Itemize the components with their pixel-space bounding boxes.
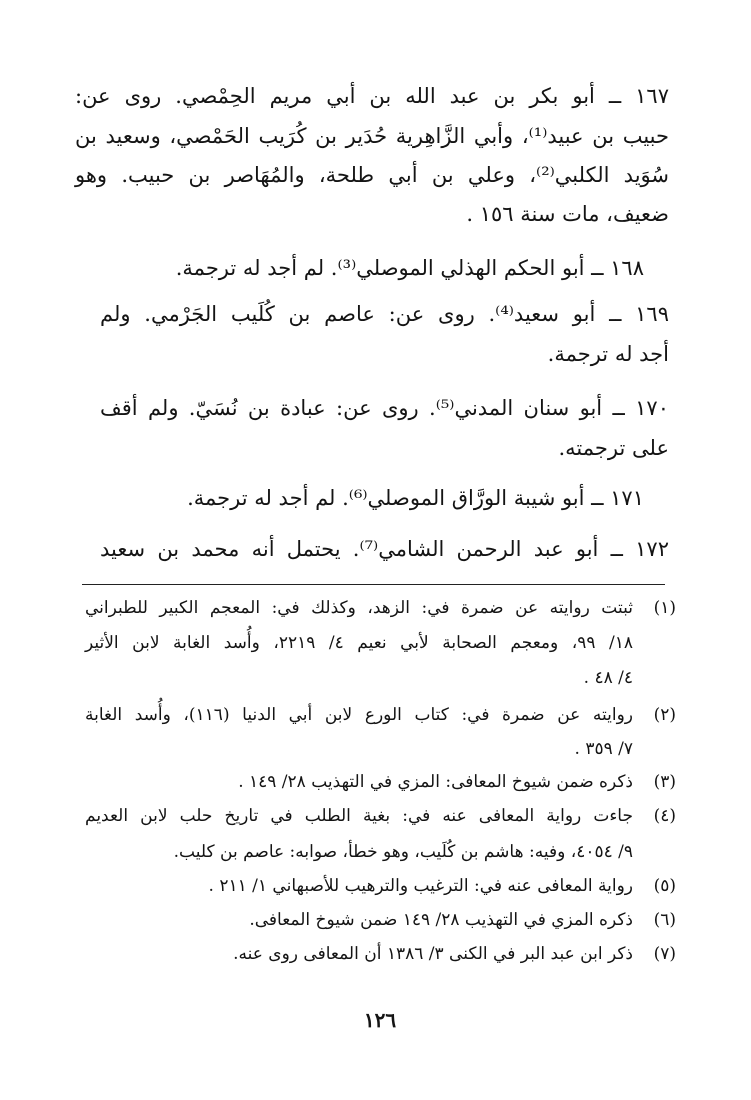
footnote-line: ثبتت روايته عن ضمرة في: الزهد، وكذلك في: المعجم الكبير للطبراني	[85, 598, 633, 618]
entry-line: أجد له ترجمة.	[547, 342, 669, 366]
footnote-line: ذكره ضمن شيوخ المعافى: المزي في التهذيب ٢٨/ ١٤٩ .	[238, 772, 633, 792]
page-number: ١٢٦	[363, 1008, 397, 1032]
entry-line: ضعيف، مات سنة ١٥٦ .	[466, 202, 669, 226]
footnote-line: ذكره المزي في التهذيب ٢٨/ ١٤٩ ضمن شيوخ المعافى.	[249, 910, 633, 930]
footnote-mark: (٧)	[653, 944, 676, 964]
entry-line: على ترجمته.	[558, 436, 669, 460]
footnote-line: ٤/ ٤٨ .	[583, 668, 633, 688]
entry-line: سُوَيد الكلبي⁽²⁾، وعلي بن أبي طلحة، والمُهَاصر بن حبيب. وهو	[75, 163, 669, 187]
footnote-line: روايته عن ضمرة في: كتاب الورع لابن أبي الدنيا (١١٦)، وأُسد الغابة	[85, 705, 633, 725]
entry-line: ١٦٧ ــ أبو بكر بن عبد الله بن أبي مريم الحِمْصي. روى عن:	[75, 84, 669, 108]
footnote-line: رواية المعافى عنه في: الترغيب والترهيب للأصبهاني ١/ ٢١١ .	[208, 876, 633, 896]
entry-line: ١٦٩ ــ أبو سعيد⁽⁴⁾. روى عن: عاصم بن كُلَيب الجَرْمي. ولم	[100, 302, 669, 326]
footnote-mark: (١)	[653, 598, 676, 618]
footnote-line: ١٨/ ٩٩، ومعجم الصحابة لأبي نعيم ٤/ ٢٢١٩، وأُسد الغابة لابن الأثير	[85, 633, 633, 653]
footnote-line: ٧/ ٣٥٩ .	[574, 739, 633, 759]
entry-line: ١٧٠ ــ أبو سنان المدني⁽⁵⁾. روى عن: عبادة بن نُسَيّ. ولم أقف	[100, 396, 669, 420]
entry-line: ١٧٢ ــ أبو عبد الرحمن الشامي⁽⁷⁾. يحتمل أنه محمد بن سعيد	[100, 537, 669, 561]
entry-line: ١٧١ ــ أبو شيبة الورَّاق الموصلي⁽⁶⁾. لم أجد له ترجمة.	[187, 486, 644, 510]
footnote-separator	[82, 584, 665, 585]
entry-line: حبيب بن عبيد⁽¹⁾، وأبي الزَّاهِرية حُدَير بن كُرَيب الحَمْصي، وسعيد بن	[75, 124, 669, 148]
footnote-mark: (٤)	[653, 806, 676, 826]
footnote-mark: (٣)	[653, 772, 676, 792]
footnote-mark: (٥)	[653, 876, 676, 896]
footnote-mark: (٢)	[653, 705, 676, 725]
entry-line: ١٦٨ ــ أبو الحكم الهذلي الموصلي⁽³⁾. لم أجد له ترجمة.	[175, 256, 644, 280]
footnote-line: ذكر ابن عبد البر في الكنى ٣/ ١٣٨٦ أن المعافى روى عنه.	[233, 944, 633, 964]
footnote-line: ٩/ ٤٠٥٤، وفيه: هاشم بن كُلَيب، وهو خطأ، صوابه: عاصم بن كليب.	[173, 842, 633, 862]
footnote-line: جاءت رواية المعافى عنه في: بغية الطلب في تاريخ حلب لابن العديم	[85, 806, 634, 826]
footnote-mark: (٦)	[653, 910, 676, 930]
